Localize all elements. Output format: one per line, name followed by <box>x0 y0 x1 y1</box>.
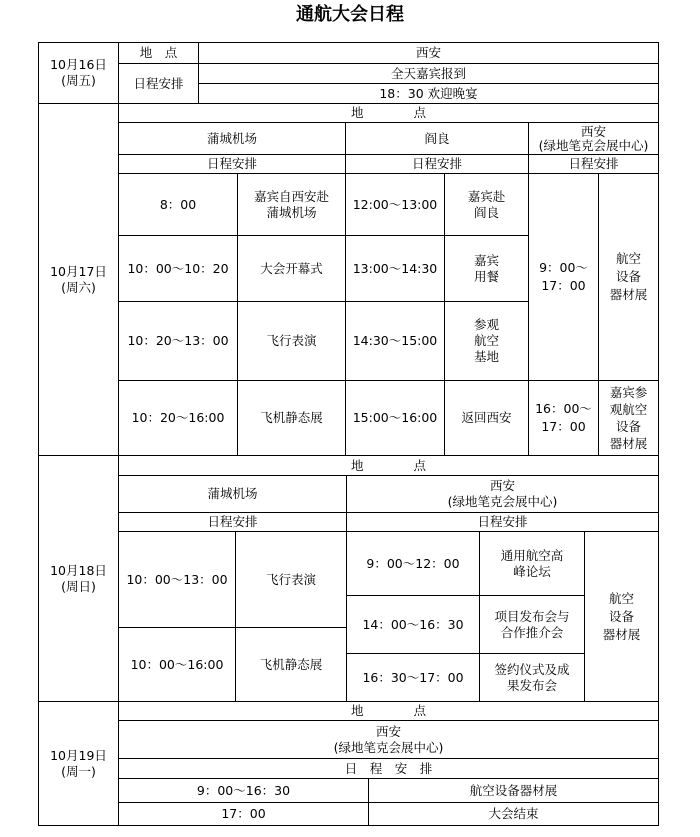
date-label: 10月17日 <box>50 263 107 279</box>
event-cell: 参观 航空 基地 <box>473 317 499 364</box>
event-cell: 项目发布会与 合作推介会 <box>494 608 570 640</box>
time-cell: 10：00～13：00 <box>126 571 228 587</box>
schedule-header: 日程安排 <box>568 156 619 171</box>
event-cell: 航空 设备 器材展 <box>609 251 648 302</box>
schedule-item: 全天嘉宾报到 <box>390 65 466 81</box>
venue-header: 地 点 <box>350 703 426 718</box>
time-cell: 10：00～16:00 <box>130 656 224 672</box>
venue-value: 西安 (绿地笔克会展中心) <box>538 123 649 153</box>
date-cell-oct16 <box>39 43 118 103</box>
time-cell: 9：00～ 17：00 <box>539 260 588 293</box>
time-cell: 14:30～15:00 <box>352 333 438 348</box>
event-cell: 大会结束 <box>488 806 539 821</box>
schedule-header: 日 程 安 排 <box>344 760 433 776</box>
event-cell: 签约仪式及成 果发布会 <box>494 661 570 693</box>
venue-value: 阎良 <box>424 130 450 146</box>
schedule-header: 日程安排 <box>207 514 258 529</box>
time-cell: 14：00～16：30 <box>362 616 464 632</box>
venue-header: 地 点 <box>350 457 426 473</box>
venue-value: 蒲城机场 <box>207 486 258 501</box>
venue-header: 地 点 <box>350 105 426 120</box>
date-cell-oct19 <box>39 702 118 825</box>
event-cell: 嘉宾自西安赴 蒲城机场 <box>253 188 329 220</box>
venue-value: 西安 (绿地笔克会展中心) <box>447 478 558 509</box>
date-cell-oct17 <box>39 104 118 455</box>
event-cell: 嘉宾 用餐 <box>473 252 499 284</box>
schedule-header: 日程安排 <box>477 514 528 529</box>
weekday-label: (周五) <box>61 73 96 88</box>
page-title: 通航大会日程 <box>296 4 404 25</box>
time-cell: 12:00～13:00 <box>352 196 438 212</box>
event-cell: 嘉宾赴 阎良 <box>467 188 506 220</box>
schedule-item: 18：30 欢迎晚宴 <box>379 85 478 101</box>
time-cell: 9：00～16：30 <box>196 782 291 798</box>
event-cell: 航空设备器材展 <box>469 782 558 798</box>
schedule-header: 日程安排 <box>411 156 462 171</box>
event-cell: 大会开幕式 <box>260 260 323 276</box>
event-cell: 返回西安 <box>461 410 512 425</box>
venue-value: 蒲城机场 <box>206 130 257 146</box>
time-cell: 16：30～17：00 <box>362 669 464 685</box>
time-cell: 10：00～10：20 <box>127 260 229 276</box>
event-cell: 航空 设备 器材展 <box>602 590 641 642</box>
event-cell: 飞机静态展 <box>259 656 323 672</box>
weekday-label: (周一) <box>61 763 96 779</box>
date-cell-oct18 <box>39 456 118 701</box>
venue-value: 西安 <box>415 45 441 60</box>
schedule-header: 日程安排 <box>133 75 184 91</box>
date-label: 10月19日 <box>50 747 107 763</box>
event-cell: 飞行表演 <box>265 571 316 587</box>
time-cell: 8：00 <box>159 196 197 212</box>
venue-header: 地 点 <box>139 45 178 60</box>
time-cell: 13:00～14:30 <box>352 260 438 276</box>
weekday-label: (周六) <box>61 279 96 295</box>
event-cell: 飞行表演 <box>266 333 317 348</box>
time-cell: 10：20～13：00 <box>127 333 229 348</box>
time-cell: 16：00～ 17：00 <box>535 401 592 434</box>
time-cell: 17：00 <box>221 806 266 821</box>
weekday-label: (周日) <box>61 578 96 594</box>
date-label: 10月18日 <box>50 562 107 578</box>
event-cell: 飞机静态展 <box>260 410 323 425</box>
time-cell: 15:00～16:00 <box>352 410 438 425</box>
event-cell: 通用航空高 峰论坛 <box>500 547 564 579</box>
venue-value: 西安 (绿地笔克会展中心) <box>333 723 444 755</box>
event-cell: 嘉宾参 观航空 设备 器材展 <box>609 385 648 451</box>
schedule-header: 日程安排 <box>206 156 257 171</box>
time-cell: 9：00～12：00 <box>366 555 460 571</box>
time-cell: 10：20～16:00 <box>131 410 225 425</box>
date-label: 10月16日 <box>50 57 107 72</box>
